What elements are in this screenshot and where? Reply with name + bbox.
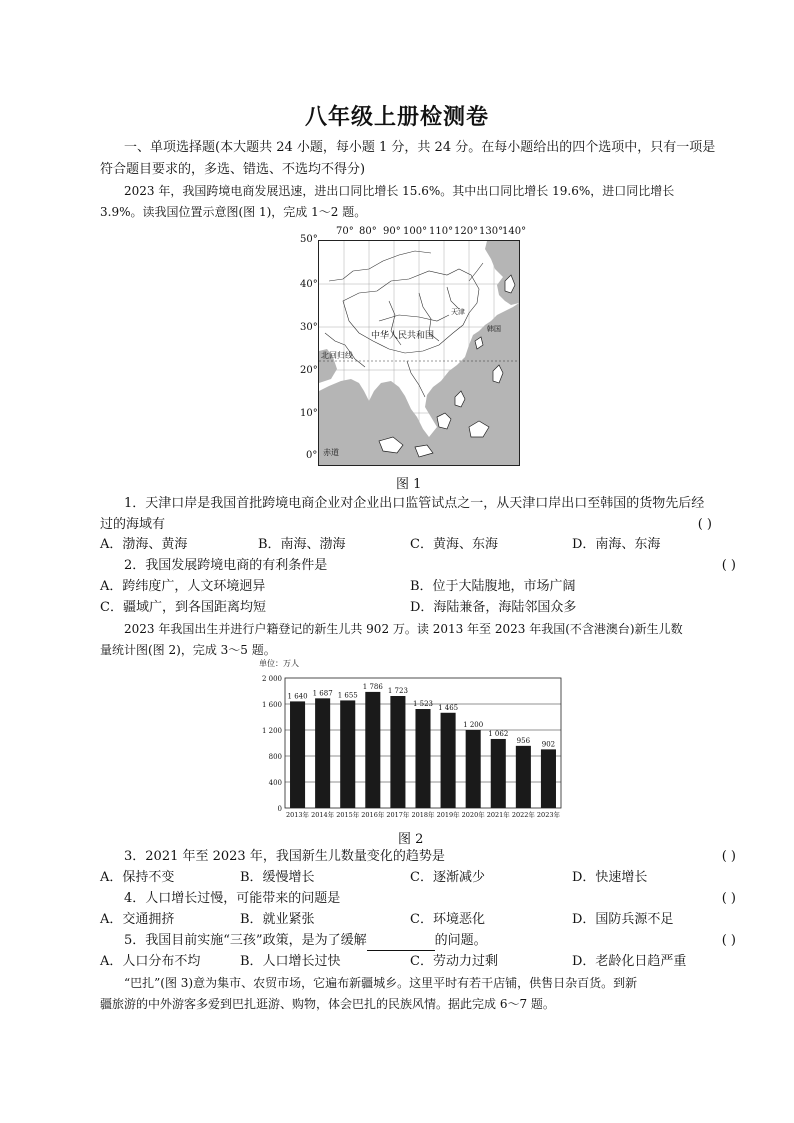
answer-parentheses: ( ) xyxy=(721,849,736,864)
q1-stem-line1: 1．天津口岸是我国首批跨境电商企业对企业出口监管试点之一，从天津口岸出口至韩国的货物先后经 xyxy=(124,496,705,511)
q5-option-a: A．人口分布不均 xyxy=(100,954,201,969)
q5-option-b: B．人口增长过快 xyxy=(240,954,341,969)
x-tick-label: 2022年 xyxy=(511,811,535,819)
q5-option-c: C．劳动力过剩 xyxy=(410,954,498,969)
q3-stem-text: 3．2021 年至 2023 年，我国新生儿数量变化的趋势是 xyxy=(124,849,445,864)
bar xyxy=(466,730,481,808)
lon-label: 90° xyxy=(383,226,401,237)
data-label: 1 523 xyxy=(412,700,434,709)
bar xyxy=(491,739,506,808)
x-tick-label: 2015年 xyxy=(336,811,360,819)
data-label: 902 xyxy=(541,740,556,749)
q3-option-c: C．逐渐减少 xyxy=(410,870,485,885)
lat-label: 30° xyxy=(300,322,318,333)
unit-label: 单位：万人 xyxy=(259,659,299,668)
intro3-line2: 疆旅游的中外游客多爱到巴扎逛游、购物，体会巴扎的民族风情。据此完成 6～7 题。 xyxy=(100,997,555,1011)
map-caption: 图 1 xyxy=(396,477,422,492)
x-tick-label: 2019年 xyxy=(436,811,460,819)
q3-option-d: D．快速增长 xyxy=(572,870,648,885)
x-tick-label: 2023年 xyxy=(536,811,560,819)
x-tick-label: 2014年 xyxy=(311,811,335,819)
bar xyxy=(541,749,556,808)
y-tick-label: 1 600 xyxy=(261,701,282,709)
intro1-line1: 2023 年，我国跨境电商发展迅速，进出口同比增长 15.6%。其中出口同比增长 19.6%，进口同比增长 xyxy=(124,184,675,198)
lon-label: 120° xyxy=(454,226,479,237)
intro3-line1: “巴扎”(图 3)意为集市、农贸市场，它遍布新疆城乡。这里平时有若干店铺，供售日杂百货。到新 xyxy=(124,976,638,990)
tropic-label: 北回归线 xyxy=(321,351,353,360)
answer-parentheses: ( ) xyxy=(697,517,712,532)
lon-label: 70° xyxy=(336,226,354,237)
asia-map-graphic xyxy=(319,241,519,465)
x-tick-label: 2021年 xyxy=(486,811,510,819)
lat-label: 50° xyxy=(300,234,318,245)
lat-label: 40° xyxy=(300,279,318,290)
q2-option-a: A．跨纬度广，人文环境迥异 xyxy=(100,579,266,594)
equator-label: 赤道 xyxy=(323,448,339,457)
data-label: 1 655 xyxy=(337,691,358,700)
y-tick-label: 0 xyxy=(277,805,282,813)
q1-option-c: C．黄海、东海 xyxy=(410,537,498,552)
lat-label: 20° xyxy=(300,365,318,376)
tianjin-label: 天津 xyxy=(451,308,465,316)
answer-parentheses: ( ) xyxy=(721,558,736,573)
china-label: 中华人民共和国 xyxy=(371,331,435,341)
answer-parentheses: ( ) xyxy=(721,933,736,948)
q3-option-a: A．保持不变 xyxy=(100,870,175,885)
fill-in-blank xyxy=(367,936,435,951)
bar xyxy=(516,746,531,808)
q4-stem-line xyxy=(100,889,744,909)
answer-parentheses: ( ) xyxy=(721,891,736,906)
q1-stem-line2 xyxy=(100,515,720,535)
q5-stem-text: 5．我国目前实施“三孩”政策，是为了缓解 xyxy=(124,933,367,948)
bar xyxy=(315,698,330,808)
q3-stem-line xyxy=(100,847,744,867)
q2-option-c: C．疆域广，到各国距离均短 xyxy=(100,600,266,615)
exam-title: 八年级上册检测卷 xyxy=(304,104,489,130)
q2-option-d: D．海陆兼备，海陆邻国众多 xyxy=(410,600,577,615)
bar xyxy=(415,709,430,808)
bar xyxy=(340,700,355,808)
lon-label: 80° xyxy=(359,226,377,237)
lat-label: 10° xyxy=(300,408,318,419)
q1-stem-text: 过的海域有 xyxy=(100,517,166,532)
x-tick-label: 2013年 xyxy=(286,811,310,819)
x-tick-label: 2017年 xyxy=(386,811,410,819)
q5-option-d: D．老龄化日趋严重 xyxy=(572,954,687,969)
q1-option-a: A．渤海、黄海 xyxy=(100,537,188,552)
intro1-line2: 3.9%。读我国位置示意图(图 1)，完成 1～2 题。 xyxy=(100,205,367,219)
q4-stem-text: 4．人口增长过慢，可能带来的问题是 xyxy=(124,891,341,906)
y-tick-label: 1 200 xyxy=(261,727,282,735)
q4-option-b: B．就业紧张 xyxy=(240,912,315,927)
q2-option-b: B．位于大陆腹地，市场广阔 xyxy=(410,579,576,594)
lon-label: 140° xyxy=(502,226,527,237)
x-tick-label: 2016年 xyxy=(361,811,385,819)
data-label: 956 xyxy=(516,736,531,745)
lon-label: 110° xyxy=(429,226,454,237)
intro2-line2: 量统计图(图 2)，完成 3～5 题。 xyxy=(100,643,276,657)
y-tick-label: 2 000 xyxy=(261,675,282,683)
data-label: 1 200 xyxy=(463,721,484,729)
data-label: 1 062 xyxy=(488,729,509,738)
q1-option-d: D．南海、东海 xyxy=(572,537,661,552)
y-tick-label: 400 xyxy=(268,779,282,787)
lon-label: 130° xyxy=(479,226,504,237)
q4-option-c: C．环境恶化 xyxy=(410,912,485,927)
section-instruction-line1: 一、单项选择题(本大题共 24 小题，每小题 1 分，共 24 分。在每小题给出的四个选项中，只有一项是 xyxy=(124,140,716,155)
data-label: 1 786 xyxy=(362,682,383,691)
newborn-bar-chart xyxy=(255,656,565,826)
q2-stem-line xyxy=(100,556,744,576)
q5-stem-line xyxy=(100,931,744,951)
x-tick-label: 2018年 xyxy=(411,811,435,819)
q3-option-b: B．缓慢增长 xyxy=(240,870,315,885)
korea-label: 韩国 xyxy=(487,325,501,333)
map-frame xyxy=(318,240,520,466)
chart-caption: 图 2 xyxy=(398,832,424,847)
lat-label: 0° xyxy=(306,450,318,461)
bar xyxy=(390,696,405,808)
data-label: 1 465 xyxy=(438,703,459,712)
bar xyxy=(365,692,380,808)
y-tick-label: 800 xyxy=(268,753,282,761)
x-tick-label: 2020年 xyxy=(461,811,485,819)
q4-option-a: A．交通拥挤 xyxy=(100,912,175,927)
data-label: 1 640 xyxy=(287,692,308,701)
section-instruction-line2: 符合题目要求的，多选、错选、不选均不得分) xyxy=(100,162,366,177)
intro2-line1: 2023 年我国出生并进行户籍登记的新生儿共 902 万。读 2013 年至 2023 年我国(不含港澳台)新生儿数 xyxy=(124,622,683,636)
data-label: 1 687 xyxy=(312,689,333,698)
bar xyxy=(290,701,305,808)
q5-stem-text-end: 的问题。 xyxy=(434,933,487,948)
bar-chart-svg xyxy=(255,656,565,826)
bar xyxy=(441,713,456,808)
lon-label: 100° xyxy=(403,226,428,237)
q4-option-d: D．国防兵源不足 xyxy=(572,912,674,927)
data-label: 1 723 xyxy=(387,687,408,696)
q2-stem-text: 2．我国发展跨境电商的有利条件是 xyxy=(124,558,328,573)
q1-option-b: B．南海、渤海 xyxy=(258,537,346,552)
